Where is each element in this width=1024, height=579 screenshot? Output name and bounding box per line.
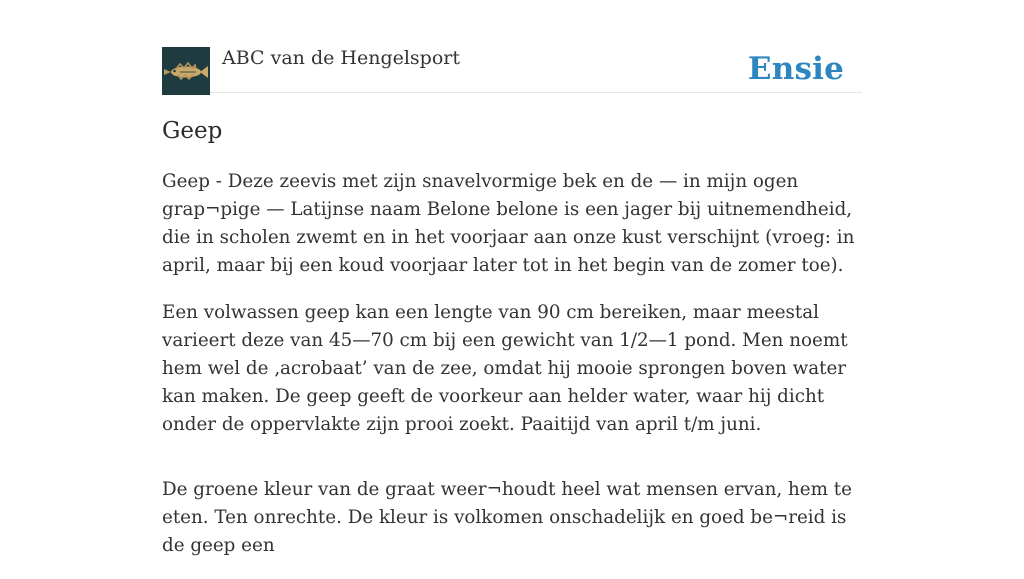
article-page [162,0,862,556]
page-title: Geep [162,118,223,144]
brand-logo[interactable]: Ensie [747,51,844,87]
source-name[interactable]: ABC van de Hengelsport [222,47,461,69]
article-body [162,168,862,579]
paragraph: Geep - Deze zeevis met zijn snavelvormige bek en de — in mijn ogen grap¬pige — Latijnse naam Belone belone is een jager bij uitnemendheid, die in scholen zwemt en in het voorjaar aan onze kust verschijnt (vroeg: in april, maar bij een koud voorjaar later tot in het begin van de zomer toe). [162,171,855,276]
fish-logo-icon [162,47,210,95]
paragraph: De groene kleur van de graat weer¬houdt heel wat mensen ervan, hem te eten. Ten onrechte. De kleur is volkomen onschadelijk en goed be¬reid is de geep een [162,479,852,556]
paragraph: Een volwassen geep kan een lengte van 90 cm bereiken, maar meestal varieert deze van 45—70 cm bij een gewicht van 1/2—1 pond. Men noemt hem wel de ‚acrobaat’ van de zee, omdat hij mooie sprongen boven water kan maken. De geep geeft de voorkeur aan helder water, waar hij dicht onder de oppervlakte zijn prooi zoekt. Paaitijd van april t/m juni. [162,302,848,435]
header [162,0,862,93]
avatar[interactable] [162,47,210,95]
